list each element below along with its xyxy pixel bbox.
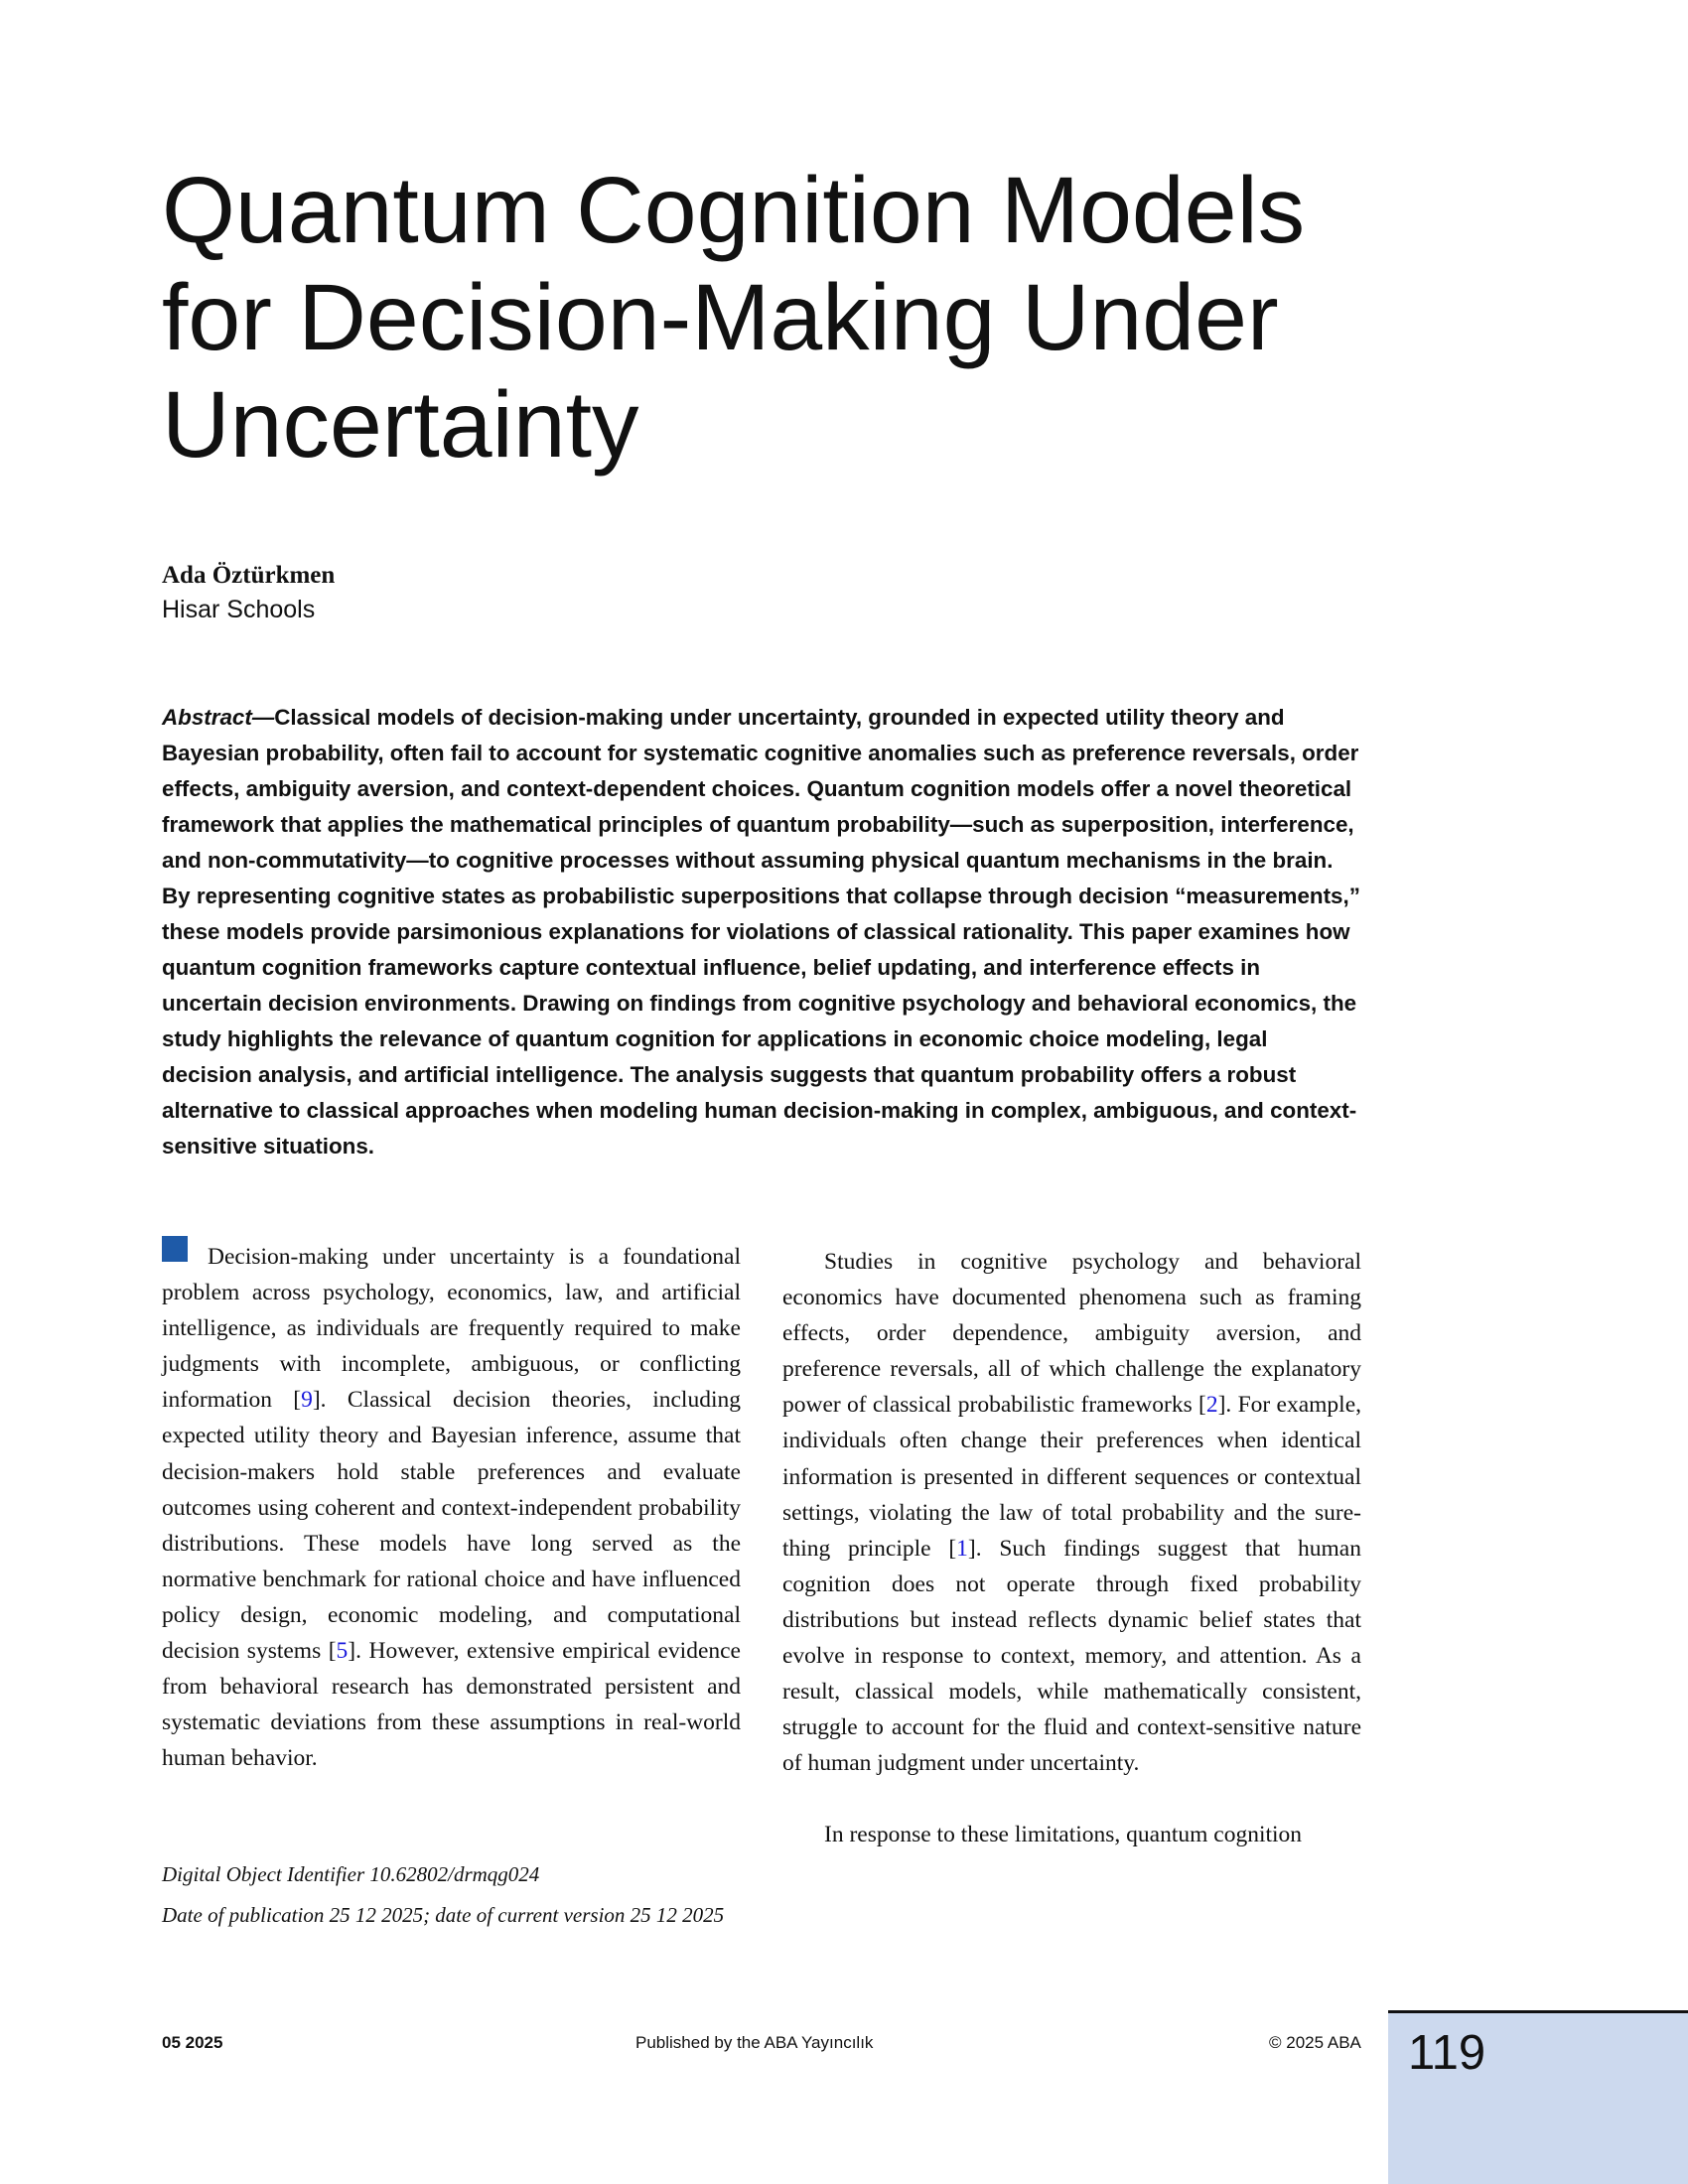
abstract: [162, 700, 1363, 1164]
body-paragraph: In response to these limitations, quantum cognition: [824, 1822, 1303, 1848]
body-text: Studies in cognitive psychology and behavioral economics have documented phenomena such as framing effects, order dependence, ambiguity aversion, and preference reversals, all of which challenge the explanatory power of classical probabilistic frameworks: [782, 1249, 1361, 1419]
author-name: Ada Öztürkmen: [162, 562, 336, 589]
author-affiliation: Hisar Schools: [162, 596, 316, 623]
citation-link[interactable]: 9: [301, 1387, 313, 1414]
citation-bracket: [: [293, 1387, 302, 1414]
body-text: Classical decision theories, including expected utility theory and Bayesian inference, assume that decision-makers hold stable preferences and evaluate outcomes using coherent and context-independent probability distributions. These models have long served as the normative benchmark for rational choice and have influenced policy design, economic modeling, and computational decision systems: [162, 1387, 741, 1665]
abstract-label: Abstract—: [162, 705, 275, 730]
citation-bracket: ].: [348, 1638, 361, 1665]
title-line-1: Quantum Cognition Models: [162, 158, 1306, 263]
paper-title: [162, 157, 1413, 478]
body-text: However, extensive empirical evidence from behavioral research has demonstrated persistent and systematic deviations from these assumptions in real-world human behavior.: [162, 1638, 741, 1772]
citation-bracket: ].: [312, 1387, 327, 1414]
page-number: 119: [1408, 2026, 1486, 2080]
body-paragraph: [162, 1236, 741, 1776]
body-column-left: [162, 1236, 741, 1776]
title-line-3: Uncertainty: [162, 372, 639, 478]
citation-link[interactable]: 5: [336, 1638, 349, 1665]
drop-letter: D: [208, 1244, 224, 1270]
body-column-right: [782, 1244, 1361, 1853]
citation-bracket: [: [948, 1535, 957, 1562]
doi-line: Digital Object Identifier 10.62802/drmqg024: [162, 1862, 540, 1886]
footer-issue: 05 2025: [162, 2033, 223, 2052]
citation-bracket: ].: [1217, 1392, 1232, 1419]
publication-dates: Date of publication 25 12 2025; date of current version 25 12 2025: [162, 1903, 725, 1927]
body-text: For example, individuals often change their preferences when identical information is presented in different sequences or contextual settings, violating the law of total probability and the sure-thing principle: [782, 1392, 1361, 1562]
citation-bracket: [: [1198, 1392, 1206, 1419]
publication-metadata: [162, 1854, 741, 1936]
title-line-2: for Decision-Making Under: [162, 265, 1279, 370]
body-text: Such findings suggest that human cognition does not operate through fixed probability distributions but instead reflects dynamic belief states that evolve in response to context, memory, and attention. As a result, classical models, while mathematically consistent, struggle to account for the fluid and context-sensitive nature of human judgment under uncertainty.: [782, 1535, 1361, 1777]
citation-link[interactable]: 1: [956, 1535, 968, 1562]
citation-bracket: [: [328, 1638, 337, 1665]
body-paragraph: [782, 1244, 1361, 1781]
abstract-text: Classical models of decision-making under uncertainty, grounded in expected utility theory and Bayesian probability, often fail to account for systematic cognitive anomalies such as preference reversals, order effects, ambiguity aversion, and context-dependent choices. Quantum cognition models offer a novel theoretical framework that applies the mathematical principles of quantum probability—such as superposition, interference, and non-commutativity—to cognitive processes without assuming physical quantum mechanisms in the brain. By representing cognitive states as probabilistic superpositions that collapse through decision “measurements,” these models provide parsimonious explanations for violations of classical rationality. This paper examines how quantum cognition frameworks capture contextual influence, belief updating, and interference effects in uncertain decision environments. Drawing on findings from cognitive psychology and behavioral economics, the study highlights the relevance of quantum cognition for applications in economic choice modeling, legal decision analysis, and artificial intelligence. The analysis suggests that quantum probability offers a robust alternative to classical approaches when modeling human decision-making in complex, ambiguous, and context-sensitive situations.: [162, 705, 1360, 1159]
footer-publisher: Published by the ABA Yayıncılık: [635, 2033, 874, 2052]
citation-bracket: ].: [967, 1535, 982, 1562]
section-marker-icon: [162, 1236, 188, 1262]
citation-link[interactable]: 2: [1205, 1392, 1218, 1419]
footer-copyright: © 2025 ABA: [1269, 2033, 1361, 2052]
body-text: ecision-making under uncertainty is a foundational problem across psychology, economics, law, and artificial intelligence, as individuals are frequently required to make judgments with incomplete, ambiguous, or conflicting information: [162, 1244, 741, 1414]
